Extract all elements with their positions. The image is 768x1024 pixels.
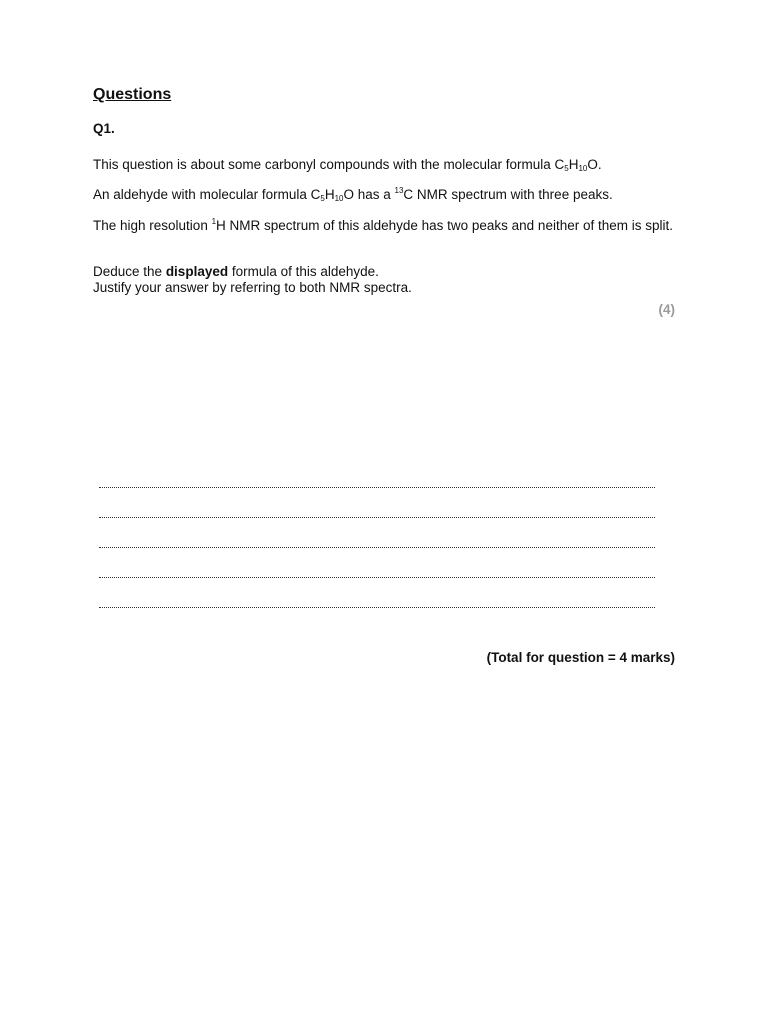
deduce-text-after: formula of this aldehyde. (228, 264, 379, 279)
answer-line[interactable] (99, 547, 655, 548)
intro-paragraph (93, 157, 675, 173)
intro-subscript-h: 10 (578, 164, 588, 173)
aldehyde-paragraph (93, 187, 675, 203)
answer-line[interactable] (99, 577, 655, 578)
intro-text-before: This question is about some carbonyl compounds with the molecular formula C (93, 157, 565, 172)
intro-subscript-c: 5 (564, 164, 569, 173)
answer-line[interactable] (99, 517, 655, 518)
intro-text-h: H (568, 157, 579, 172)
section-heading: Questions (93, 86, 172, 103)
hnmr-text-after: H NMR spectrum of this aldehyde has two peaks and neither of them is split. (216, 218, 673, 233)
deduce-bold-word: displayed (165, 264, 229, 279)
justify-instruction: Justify your answer by referring to both NMR spectra. (93, 280, 412, 295)
aldehyde-subscript-h: 10 (334, 194, 344, 203)
intro-text-after: O. (587, 157, 602, 172)
answer-line[interactable] (99, 607, 655, 608)
total-marks: (Total for question = 4 marks) (486, 650, 675, 665)
hnmr-text-before: The high resolution (93, 218, 212, 233)
marks-available: (4) (658, 302, 675, 317)
hnmr-paragraph (93, 218, 675, 234)
question-number: Q1. (93, 121, 115, 136)
deduce-instruction (93, 264, 675, 280)
aldehyde-superscript-13: 13 (394, 186, 404, 195)
aldehyde-text-after: C NMR spectrum with three peaks. (403, 187, 613, 202)
deduce-text-before: Deduce the (93, 264, 166, 279)
aldehyde-text-mid: O has a (343, 187, 395, 202)
hnmr-superscript-1: 1 (211, 217, 217, 226)
aldehyde-text-before: An aldehyde with molecular formula C (93, 187, 321, 202)
aldehyde-text-h: H (324, 187, 335, 202)
answer-line[interactable] (99, 487, 655, 488)
task-paragraph (93, 264, 675, 296)
aldehyde-subscript-c: 5 (320, 194, 325, 203)
